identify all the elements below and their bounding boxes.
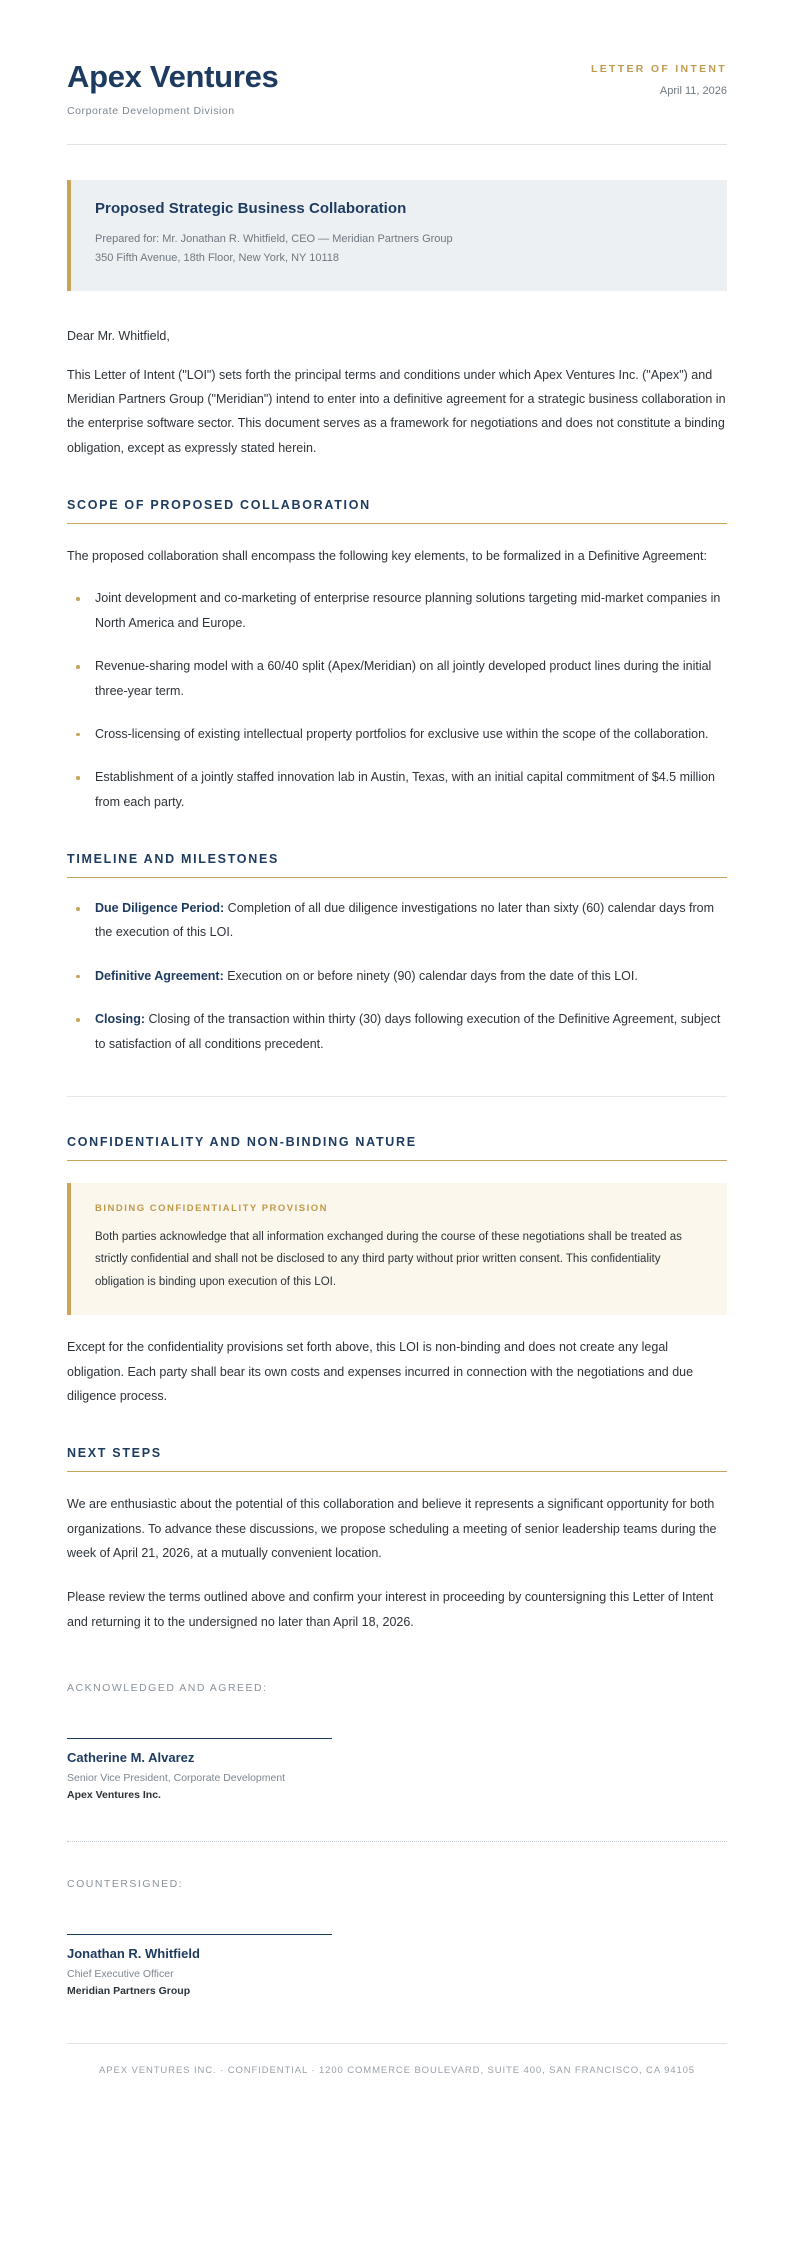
- recipient-address: 350 Fifth Avenue, 18th Floor, New York, NY 10118: [95, 252, 339, 265]
- signature-block-first[interactable]: [67, 1738, 727, 1801]
- division-subtitle: Corporate Development Division: [67, 105, 235, 118]
- section-scope: [67, 498, 727, 814]
- milestone-text: Closing of the transaction within thirty (30) days following execution of the Definitive Agreement, subject to satisfaction of all conditions precedent.: [95, 1012, 721, 1051]
- signatory-organization: Meridian Partners Group: [67, 1985, 191, 1998]
- section-divider: [67, 1096, 727, 1097]
- section-confidentiality: [67, 1135, 727, 1408]
- milestone-text: Completion of all due diligence investigations no later than sixty (60) calendar days from the execution of this LOI.: [95, 901, 715, 940]
- section-heading-scope: SCOPE OF PROPOSED COLLABORATION: [67, 498, 371, 513]
- list-item: [67, 1007, 727, 1056]
- signatory-title: Senior Vice President, Corporate Development: [67, 1772, 286, 1785]
- section-heading-confidentiality: CONFIDENTIALITY AND NON-BINDING NATURE: [67, 1134, 417, 1149]
- list-item: [67, 964, 727, 988]
- section-timeline: [67, 852, 727, 1056]
- signatory-name: Catherine M. Alvarez: [67, 1750, 195, 1766]
- document-date: April 11, 2026: [659, 85, 727, 97]
- signatory-organization: Apex Ventures Inc.: [67, 1789, 161, 1802]
- document-header: [67, 56, 727, 117]
- signature-divider: [67, 1841, 727, 1842]
- section-rule-next-steps: [67, 1471, 727, 1472]
- recipient-callout: [67, 180, 727, 291]
- scope-intro-paragraph: The proposed collaboration shall encompass the following key elements, to be formalized in a Definitive Agreement:: [67, 549, 707, 564]
- signature-block-second[interactable]: [67, 1934, 727, 1997]
- footer-text: APEX VENTURES INC. · CONFIDENTIAL · 1200 COMMERCE BOULEVARD, SUITE 400, SAN FRANCISCO, CA 94105: [99, 2065, 695, 2077]
- signature-line[interactable]: [67, 1738, 332, 1739]
- footer-divider: [67, 2043, 727, 2044]
- next-steps-paragraph-2: Please review the terms outlined above and confirm your interest in proceeding by countersigning this Letter of Intent and returning it to the undersigned no later than April 18, 2026.: [67, 1590, 714, 1629]
- countersigned-kicker: COUNTERSIGNED:: [67, 1878, 184, 1891]
- section-heading-next-steps: NEXT STEPS: [67, 1446, 162, 1461]
- salutation: Dear Mr. Whitfield,: [67, 328, 170, 343]
- non-binding-paragraph: Except for the confidentiality provisions set forth above, this LOI is non-binding and does not create any legal obligation. Each party shall bear its own costs and expenses incurred in connection with the negotiations and due diligence process.: [67, 1340, 694, 1403]
- document-kind-label: LETTER OF INTENT: [591, 63, 727, 75]
- header-divider: [67, 144, 727, 145]
- signature-line[interactable]: [67, 1934, 332, 1935]
- document-meta: [591, 56, 727, 97]
- section-rule-scope: [67, 523, 727, 524]
- milestone-label: Due Diligence Period:: [95, 901, 225, 916]
- milestone-label: Closing:: [95, 1012, 145, 1027]
- company-logo-wordmark: Apex Ventures: [67, 59, 279, 94]
- section-rule-timeline: [67, 877, 727, 878]
- notice-body-text: Both parties acknowledge that all information exchanged during the course of these negotiations shall be treated as strictly confidential and shall not be disclosed to any third party without prior written consent. This confidentiality obligation is binding upon execution of this LOI.: [95, 1230, 682, 1288]
- next-steps-paragraph-1: We are enthusiastic about the potential of this collaboration and believe it represents a significant opportunity for both organizations. To advance these discussions, we propose scheduling a meeting of senior leadership teams during the week of April 21, 2026, at a mutually convenient location.: [67, 1497, 717, 1561]
- section-rule-confidentiality: [67, 1160, 727, 1161]
- brand-block: [67, 56, 278, 117]
- prepared-for-line: Prepared for: Mr. Jonathan R. Whitfield, CEO — Meridian Partners Group: [95, 233, 453, 246]
- signatory-name: Jonathan R. Whitfield: [67, 1946, 200, 1962]
- notice-kicker-label: BINDING CONFIDENTIALITY PROVISION: [95, 1202, 329, 1214]
- signature-area: [67, 1682, 727, 1997]
- intro-paragraph: This Letter of Intent ("LOI") sets forth the principal terms and conditions under which Apex Ventures Inc. ("Apex") and Meridian Partners Group ("Meridian") intend to enter into a definitive agreement for a strategic business collaboration in the enterprise software sector. This document serves as a framework for negotiations and does not constitute a binding obligation, except as expressly stated herein.: [67, 367, 726, 455]
- proposal-title: Proposed Strategic Business Collaboration: [95, 200, 407, 218]
- timeline-bullet-list: [67, 896, 727, 1056]
- signatory-title: Chief Executive Officer: [67, 1968, 174, 1981]
- acknowledged-kicker: ACKNOWLEDGED AND AGREED:: [67, 1682, 268, 1695]
- scope-bullet-list: [67, 586, 727, 814]
- section-next-steps: [67, 1446, 727, 1634]
- list-item: Revenue-sharing model with a 60/40 split (Apex/Meridian) on all jointly developed product lines during the initial three-year term.: [67, 654, 727, 703]
- list-item: Cross-licensing of existing intellectual property portfolios for exclusive use within the scope of the collaboration.: [67, 722, 727, 746]
- confidentiality-notice-box: [67, 1183, 727, 1315]
- list-item: Establishment of a jointly staffed innovation lab in Austin, Texas, with an initial capital commitment of $4.5 million from each party.: [67, 765, 727, 814]
- list-item: [67, 896, 727, 945]
- milestone-label: Definitive Agreement:: [95, 968, 224, 983]
- list-item: Joint development and co-marketing of enterprise resource planning solutions targeting mid-market companies in North America and Europe.: [67, 586, 727, 635]
- section-heading-timeline: TIMELINE AND MILESTONES: [67, 852, 280, 867]
- milestone-text: Execution on or before ninety (90) calendar days from the date of this LOI.: [223, 968, 638, 983]
